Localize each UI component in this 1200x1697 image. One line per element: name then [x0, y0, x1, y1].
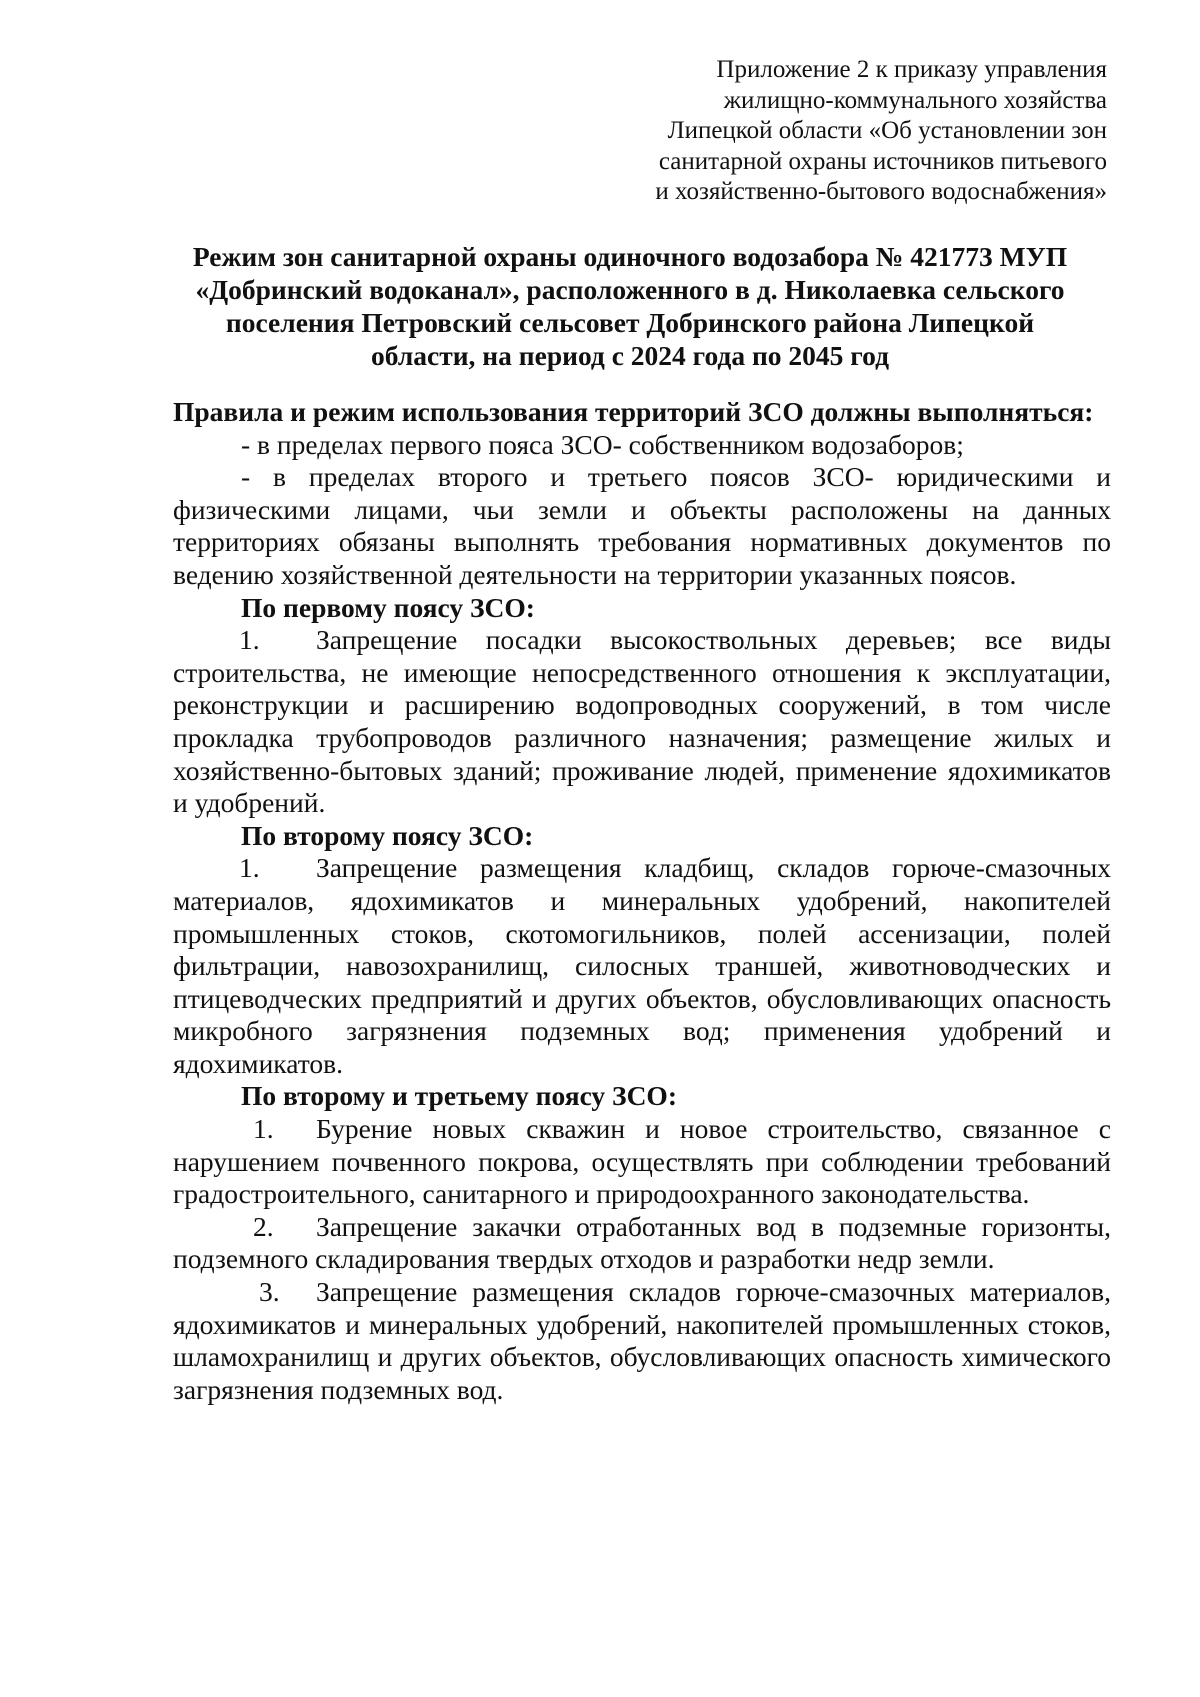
document-title	[150, 240, 1110, 372]
rules-heading: Правила и режим использования территорий ЗСО должны выполняться:	[173, 396, 1094, 427]
belt-1-heading: По первому поясу ЗСО:	[241, 591, 535, 623]
appendix-line: Липецкой области «Об установлении зон	[667, 117, 1107, 144]
item-number: 3.	[259, 1276, 280, 1308]
item-number: 1.	[239, 624, 260, 656]
belt-2-3-heading: По второму и третьему поясу ЗСО:	[241, 1080, 677, 1112]
appendix-line: и хозяйственно-бытового водоснабжения»	[655, 178, 1107, 205]
belt-2-3-item	[173, 1113, 1111, 1211]
belt-1-item	[173, 624, 1111, 820]
appendix-line: жилищно-коммунального хозяйства	[723, 86, 1107, 114]
item-text: Запрещение размещения кладбищ, складов горюче-смазочных материалов, ядохимикатов и минеральных удобрений, накопителей промышленных стоков, скотомогильников, полей ассенизации, полей фильтрации, навозохранилищ, силосных траншей, животноводческих и птицеводческих предприятий и других объектов, обусловливающих опасность микробного загрязнения подземных вод; применения удобрений и ядохимикатов.	[173, 852, 1111, 1079]
item-text: Бурение новых скважин и новое строительство, связанное с нарушением почвенного покрова, осуществлять при соблюдении требований градостроительного, санитарного и природоохранного законодательства.	[173, 1113, 1111, 1210]
appendix-note	[587, 55, 1107, 208]
item-text: Запрещение закачки отработанных вод в подземные горизонты, подземного складирования твердых отходов и разработки недр земли.	[173, 1210, 1111, 1275]
rules-item-first-belt: - в пределах первого пояса ЗСО- собственником водозаборов;	[241, 428, 964, 460]
belt-2-3-item	[173, 1211, 1111, 1276]
belt-2-3-item	[173, 1276, 1111, 1406]
title-line: поселения Петровский сельсовет Добринского района Липецкой	[225, 307, 1035, 338]
title-line: области, на период с 2024 года по 2045 год	[371, 340, 889, 371]
item-number: 2.	[253, 1210, 274, 1242]
title-line: Режим зон санитарной охраны одиночного водозабора № 421773 МУП	[192, 241, 1068, 272]
appendix-line: санитарной охраны источников питьевого	[658, 147, 1107, 175]
item-text: Запрещение посадки высокоствольных деревьев; все виды строительства, не имеющие непосредственного отношения к эксплуатации, реконструкции и расширению водопроводных сооружений, в том числе прокладка трубопроводов различного назначения; размещение жилых и хозяйственно-бытовых зданий; проживание людей, применение ядохимикатов и удобрений.	[173, 624, 1111, 819]
belt-2-heading: По второму поясу ЗСО:	[241, 819, 534, 851]
document-body	[173, 396, 1111, 1406]
rules-item-second-third-belt: - в пределах второго и третьего поясов ЗСО- юридическими и физическими лицами, чьи земли и объекты расположены на данных территориях обязаны выполнять требования нормативных документов по ведению хозяйственной деятельности на территории указанных поясов.	[173, 461, 1111, 590]
item-number: 1.	[239, 852, 260, 884]
belt-2-item	[173, 852, 1111, 1080]
appendix-line: Приложение 2 к приказу управления	[716, 56, 1107, 83]
item-number: 1.	[253, 1113, 274, 1145]
title-line: «Добринский водоканал», расположенного в д. Николаевка сельского	[195, 274, 1065, 305]
item-text: Запрещение размещения складов горюче-смазочных материалов, ядохимикатов и минеральных удобрений, накопителей промышленных стоков, шламохранилищ и других объектов, обусловливающих опасность химического загрязнения подземных вод.	[173, 1276, 1111, 1405]
